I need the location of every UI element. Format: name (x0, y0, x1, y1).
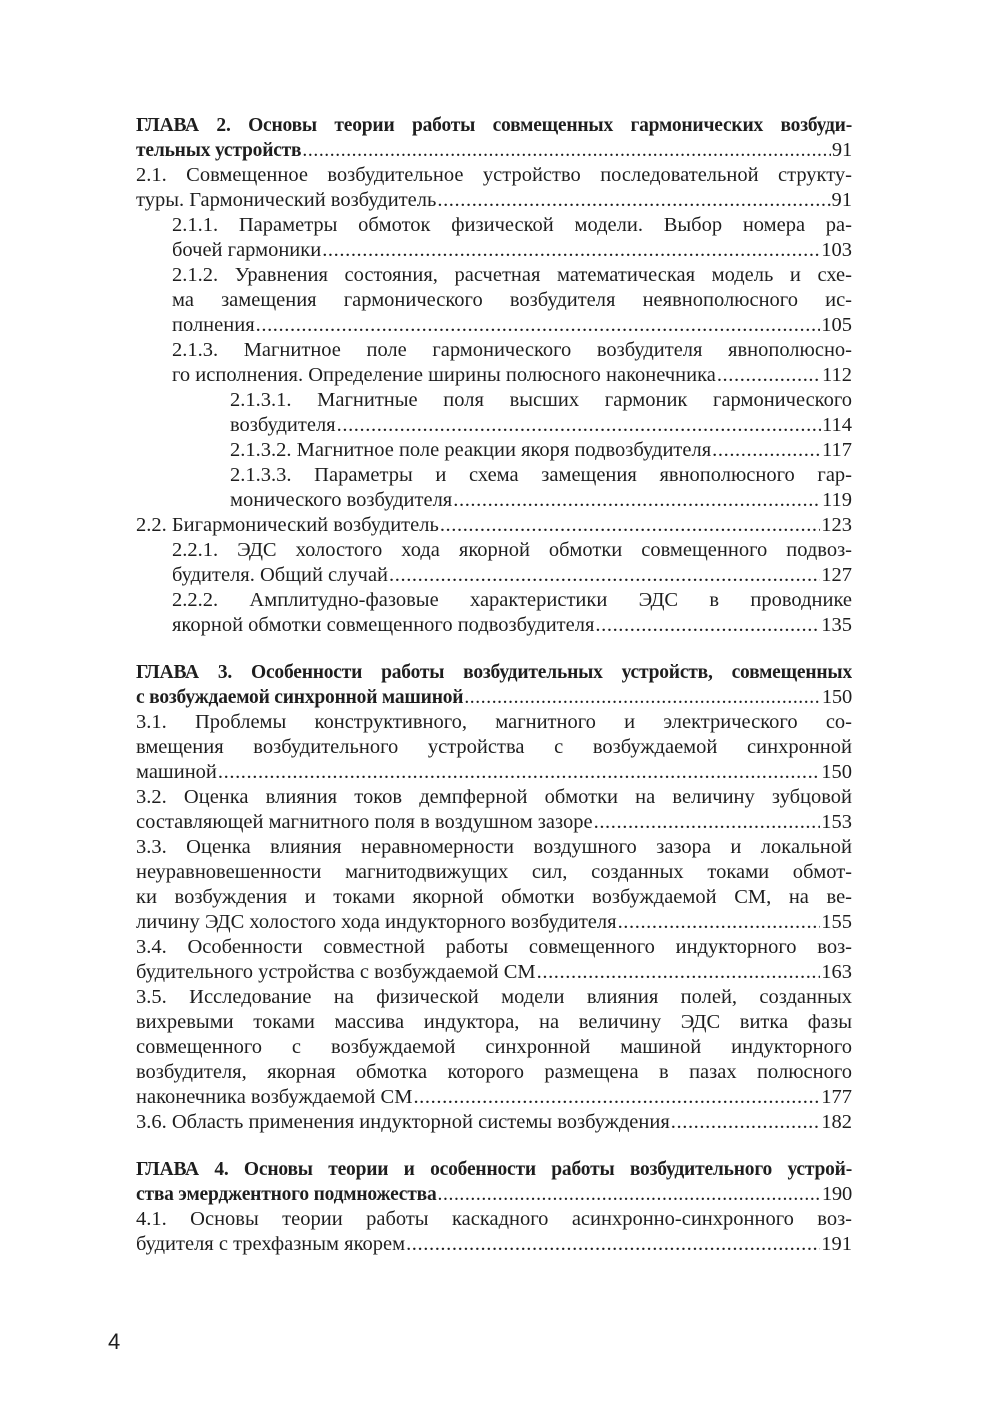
toc-chapter-entry[interactable] (136, 1157, 852, 1207)
toc-entry-last-line (136, 238, 852, 263)
toc-entry-last-line (136, 960, 852, 985)
toc-entry-title: 3.6. Область применения индукторной системы возбуждения (136, 1111, 670, 1133)
toc-entry-line: 2.2.2. Амплитудно-фазовые характеристики ЭДС в проводнике (172, 589, 852, 611)
toc-entry-line: ГЛАВА 2. Основы теории работы совмещенных гармонических возбуди- (136, 115, 852, 136)
toc-page-number: 135 (821, 614, 852, 636)
toc-page-number: 150 (821, 761, 852, 783)
toc-entry-last-line (136, 438, 852, 463)
toc-entry-line: 2.1.3.1. Магнитные поля высших гармоник гармонического (230, 389, 852, 411)
dot-leader (322, 238, 820, 263)
toc-entry[interactable] (136, 213, 852, 263)
toc-page-number: 191 (821, 1233, 852, 1255)
toc-page-number: 117 (822, 439, 852, 461)
toc-entry-last-line (136, 488, 852, 513)
toc-entry-last-line (136, 1232, 852, 1257)
toc-entry-last-line (136, 760, 852, 785)
toc-page-number: 177 (821, 1086, 852, 1108)
toc-entry-line: 3.4. Особенности совместной работы совмещенного индукторного воз- (136, 936, 852, 958)
toc-entry[interactable] (136, 1207, 852, 1257)
page-number: 4 (108, 1329, 121, 1354)
toc-entry-title: 2.2. Бигармонический возбудитель (136, 514, 439, 536)
toc-entry-last-line (136, 313, 852, 338)
toc-page-number: 182 (821, 1111, 852, 1133)
toc-entry-line: 3.3. Оценка влияния неравномерности воздушного зазора и локальной (136, 836, 852, 858)
toc-chapter-entry[interactable] (136, 113, 852, 163)
toc-page-number: 112 (822, 364, 852, 386)
toc-page-number: 103 (821, 239, 852, 261)
dot-leader (437, 188, 830, 213)
dot-leader (256, 313, 821, 338)
toc-entry-last-line (136, 188, 852, 213)
toc-page-number: 123 (821, 514, 852, 536)
dot-leader (453, 488, 821, 513)
toc-entry-title: будительного устройства с возбуждаемой СМ (136, 961, 536, 983)
toc-page-number: 105 (821, 314, 852, 336)
dot-leader (406, 1232, 820, 1257)
toc-entry-line: совмещенного с возбуждаемой синхронной машиной индукторного (136, 1036, 852, 1058)
toc-page-number: 119 (822, 489, 852, 511)
toc-entry-title: будителя. Общий случай (172, 564, 389, 586)
dot-leader (618, 910, 821, 935)
toc-entry[interactable] (136, 985, 852, 1110)
dot-leader (337, 413, 821, 438)
toc-entry-line: 2.1.1. Параметры обмоток физической модели. Выбор номера ра- (172, 214, 852, 236)
toc-entry[interactable] (136, 263, 852, 338)
dot-leader (438, 1182, 821, 1207)
toc-entry[interactable] (136, 785, 852, 835)
dot-leader (389, 563, 820, 588)
toc-entry-title: монического возбудителя (230, 489, 453, 511)
toc-entry-last-line (136, 1110, 852, 1135)
toc-page-number: 91 (831, 139, 852, 161)
toc-entry-title: ства эмерджентного подмножества (136, 1184, 437, 1205)
dot-leader (594, 810, 821, 835)
toc-entry-last-line (136, 910, 852, 935)
toc-page-number: 155 (821, 911, 852, 933)
toc-entry-last-line (136, 513, 852, 538)
dot-leader (440, 513, 820, 538)
toc-entry-line: 3.2. Оценка влияния токов демпферной обмотки на величину зубцовой (136, 786, 852, 808)
toc-entry-last-line (136, 413, 852, 438)
toc-entry[interactable] (136, 388, 852, 438)
toc-entry[interactable] (136, 935, 852, 985)
toc-entry-line: 2.1. Совмещенное возбудительное устройство последовательной структу- (136, 164, 852, 186)
dot-leader (413, 1085, 820, 1110)
toc-entry-line: вмещения возбудительного устройства с возбуждаемой синхронной (136, 736, 852, 758)
table-of-contents (136, 113, 852, 1257)
toc-page-number: 114 (822, 414, 852, 436)
toc-entry-title: тельных устройств (136, 140, 302, 161)
toc-entry-title: личину ЭДС холостого хода индукторного возбудителя (136, 911, 617, 933)
toc-entry[interactable] (136, 1110, 852, 1135)
chapter-gap (136, 1135, 852, 1157)
dot-leader (537, 960, 821, 985)
toc-entry-title: полнения (172, 314, 255, 336)
toc-entry-line: 2.2.1. ЭДС холостого хода якорной обмотки совмещенного подвоз- (172, 539, 852, 561)
toc-entry[interactable] (136, 463, 852, 513)
toc-entry-title: наконечника возбуждаемой СМ (136, 1086, 413, 1108)
toc-entry[interactable] (136, 588, 852, 638)
chapter-gap (136, 638, 852, 660)
toc-entry-title: 2.1.3.2. Магнитное поле реакции якоря подвозбудителя (230, 439, 712, 461)
toc-entry-last-line (136, 810, 852, 835)
toc-page-number: 190 (821, 1183, 852, 1205)
toc-entry-line: ГЛАВА 3. Особенности работы возбудительных устройств, совмещенных (136, 662, 852, 683)
toc-entry[interactable] (136, 438, 852, 463)
toc-entry-line: ки возбуждения и токами якорной обмотки возбуждаемой СМ, на ве- (136, 886, 852, 908)
toc-entry-last-line (136, 1085, 852, 1110)
dot-leader (671, 1110, 820, 1135)
toc-entry-title: якорной обмотки совмещенного подвозбудителя (172, 614, 595, 636)
toc-entry-last-line (136, 1182, 852, 1207)
toc-entry-line: неуравновешенности магнитодвижущих сил, созданных токами обмот- (136, 861, 852, 883)
toc-entry-line: 2.1.3.3. Параметры и схема замещения явнополюсного гар- (230, 464, 852, 486)
toc-page-number: 163 (821, 961, 852, 983)
toc-entry-title: бочей гармоники (172, 239, 322, 261)
toc-entry-title: возбудителя (230, 414, 336, 436)
toc-page-number: 150 (821, 686, 852, 708)
toc-entry-title: туры. Гармонический возбудитель (136, 189, 437, 211)
toc-entry-title: будителя с трехфазным якорем (136, 1233, 406, 1255)
toc-entry[interactable] (136, 163, 852, 213)
dot-leader (712, 438, 821, 463)
toc-entry-title: составляющей магнитного поля в воздушном зазоре (136, 811, 593, 833)
dot-leader (595, 613, 820, 638)
toc-entry-line: 3.5. Исследование на физической модели влияния полей, созданных (136, 986, 852, 1008)
toc-entry-line: 3.1. Проблемы конструктивного, магнитного и электрического со- (136, 711, 852, 733)
toc-entry-line: 4.1. Основы теории работы каскадного асинхронно-синхронного воз- (136, 1208, 852, 1230)
toc-entry-title: машиной (136, 761, 217, 783)
dot-leader (717, 363, 821, 388)
toc-entry-last-line (136, 613, 852, 638)
dot-leader (302, 138, 831, 163)
toc-entry-line: ма замещения гармонического возбудителя неявнополюсного ис- (172, 289, 852, 311)
toc-entry-last-line (136, 563, 852, 588)
toc-entry-last-line (136, 685, 852, 710)
dot-leader (464, 685, 821, 710)
toc-entry-title: го исполнения. Определение ширины полюсного наконечника (172, 364, 716, 386)
toc-chapter-entry[interactable] (136, 660, 852, 710)
toc-entry-title: с возбуждаемой синхронной машиной (136, 687, 464, 708)
toc-entry-line: 2.1.3. Магнитное поле гармонического возбудителя явнополюсно- (172, 339, 852, 361)
toc-entry[interactable] (136, 835, 852, 935)
toc-page-number: 127 (821, 564, 852, 586)
dot-leader (218, 760, 820, 785)
toc-entry-line: вихревыми токами массива индуктора, на величину ЭДС витка фазы (136, 1011, 852, 1033)
toc-entry[interactable] (136, 538, 852, 588)
toc-entry-line: возбудителя, якорная обмотка которого размещена в пазах полюсного (136, 1061, 852, 1083)
toc-entry[interactable] (136, 710, 852, 785)
toc-entry[interactable] (136, 338, 852, 388)
toc-entry[interactable] (136, 513, 852, 538)
toc-page-number: 91 (831, 189, 852, 211)
toc-page-number: 153 (821, 811, 852, 833)
toc-entry-line: 2.1.2. Уравнения состояния, расчетная математическая модель и схе- (172, 264, 852, 286)
toc-entry-line: ГЛАВА 4. Основы теории и особенности работы возбудительного устрой- (136, 1159, 852, 1180)
toc-entry-last-line (136, 363, 852, 388)
toc-entry-last-line (136, 138, 852, 163)
